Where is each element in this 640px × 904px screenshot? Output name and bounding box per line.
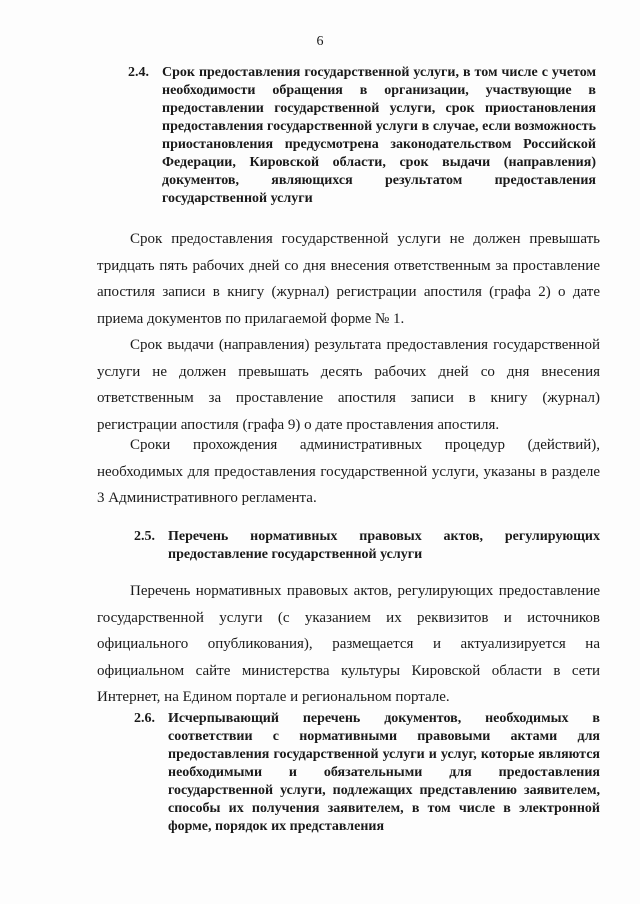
section-title: Исчерпывающий перечень документов, необходимых в соответствии с нормативными правовыми актами для предоставления государственной услуги и услуг, которые являются необходимыми и обязательными для предоставления государственной услуги, подлежащих представлению заявителем, способы их получения заявителем, в том числе в электронной форме, порядок их представления [168,711,600,834]
section-heading-2-5 [134,528,600,564]
section-number: 2.5. [134,529,155,544]
section-heading-2-6 [134,710,600,836]
section-title: Перечень нормативных правовых актов, регулирующих предоставление государственной услуги [168,529,600,562]
paragraph-procedure-terms: Сроки прохождения административных процедур (действий), необходимых для предоставления государственной услуги, указаны в разделе 3 Административного регламента. [97,437,600,506]
section-title: Срок предоставления государственной услуги, в том числе с учетом необходимости обращения в организации, участвующие в предоставлении государственной услуги, срок приостановления предоставления государственной услуги в случае, если возможность приостановления предусмотрена законодательством Российской Федерации, Кировской области, срок выдачи (направления) документов, являющихся результатом предоставления государственной услуги [162,65,596,206]
section-heading-2-4 [128,64,596,208]
paragraph-service-term: Срок предоставления государственной услуги не должен превышать тридцать пять рабочих дней со дня внесения ответственным за проставление апостиля записи в книгу (журнал) регистрации апостиля (графа 2) о дате приема документов по прилагаемой форме № 1. [97,231,600,327]
section-number: 2.4. [128,65,149,80]
page-number: 6 [316,34,324,49]
paragraph-issue-term: Срок выдачи (направления) результата предоставления государственной услуги не должен превышать десять рабочих дней со дня внесения ответственным за проставление апостиля записи в книгу (журнал) регистрации апостиля (графа 9) о дате проставления апостиля. [97,337,600,433]
paragraph-legal-acts: Перечень нормативных правовых актов, регулирующих предоставление государственной услуги (с указанием их реквизитов и источников официального опубликования), размещается и актуализируется на официальном сайте министерства культуры Кировской области в сети Интернет, на Едином портале и региональном портале. [97,583,600,705]
section-number: 2.6. [134,711,155,726]
